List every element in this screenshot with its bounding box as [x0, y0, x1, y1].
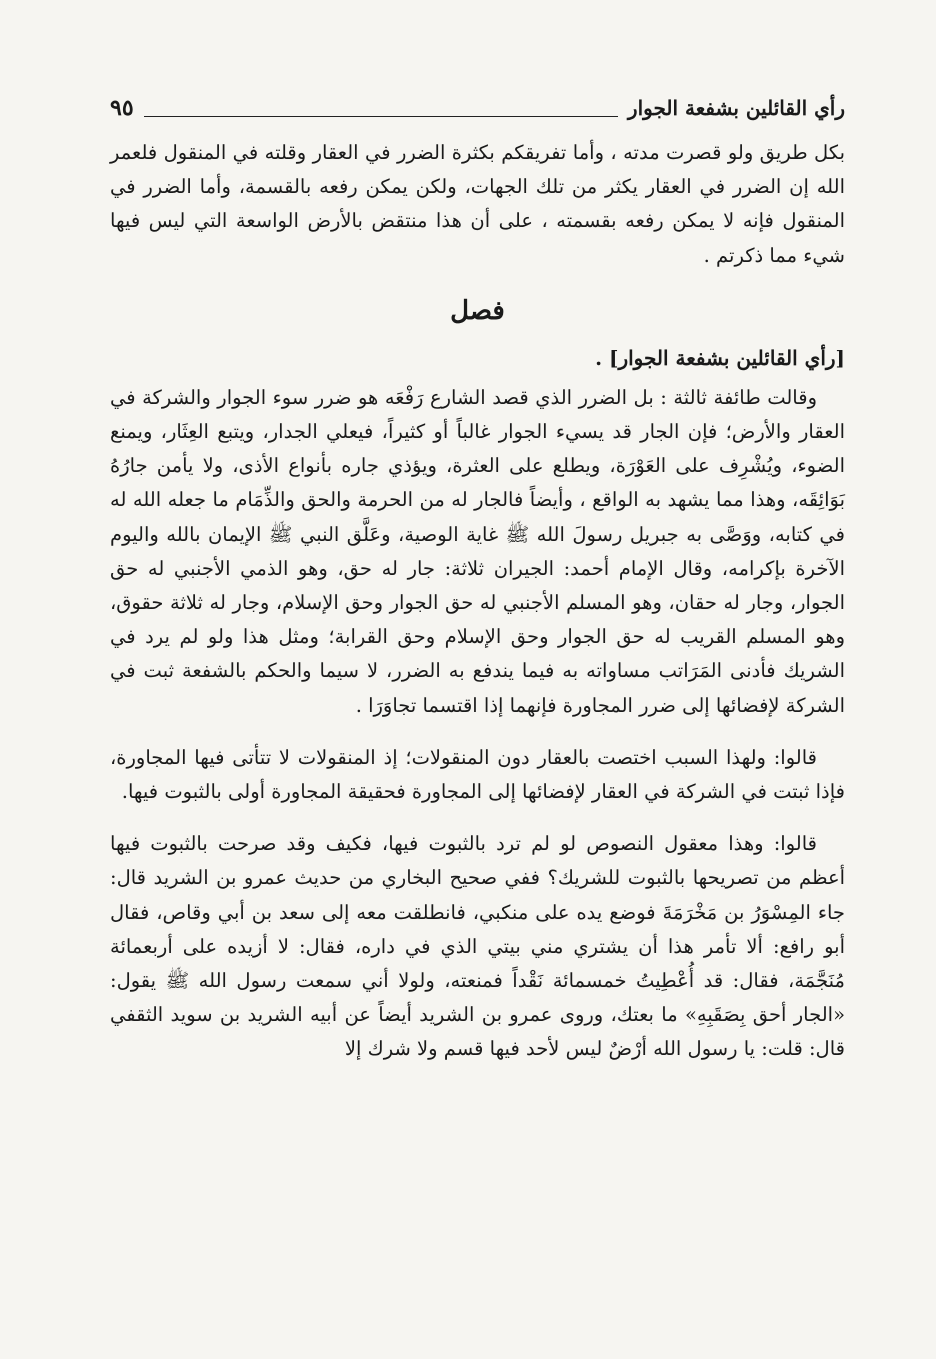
running-title: رأي القائلين بشفعة الجوار — [627, 96, 845, 120]
paragraph: وقالت طائفة ثالثة : بل الضرر الذي قصد الشارع رَفْعَه هو ضرر سوء الجوار والشركة في العقار والأرض؛ فإن الجار قد يسيء الجوار غالباً أو كثيراً، فيعلي الجدار، ويتبع العِثَار، ويمنع الضوء، ويُشْرِف على العَوْرَة، ويطلع على العثرة، ويؤذي جاره بأنواع الأذى، ولا يأمن جارُهُ بَوَائِقَه، وهذا مما يشهد به الواقع ، وأيضاً فالجار له من الحرمة والحق والذِّمَام ما جعله الله له في كتابه، ووَصَّى به جبريل رسولَ الله ﷺ غاية الوصية، وعَلَّق النبي ﷺ الإيمان بالله واليوم الآخرة بإكرامه، وقال الإمام أحمد: الجيران ثلاثة: جار له حق، وهو الذمي الأجنبي له حق الجوار، وجار له حقان، وهو المسلم الأجنبي له حق الجوار وحق الإسلام، وجار له ثلاثة حقوق، وهو المسلم القريب له حق الجوار وحق الإسلام وحق القرابة؛ ومثل هذا ولو لم يرد في الشريك فأدنى المَرَاتب مساواته به فيما يندفع به الضرر، لا سيما والحكم بالشفعة ثبت في الشركة لإفضائها إلى ضرر المجاورة فإنهما إذا اقتسما تجاوَرَا . — [110, 385, 845, 717]
header-rule — [144, 116, 618, 117]
section-title: فصل — [450, 295, 505, 326]
page-number: ٩٥ — [110, 95, 134, 121]
document-page — [110, 80, 845, 1085]
paragraph: قالوا: وهذا معقول النصوص لو لم ترد بالثبوت فيها، فكيف وقد صرحت بالثبوت فيها أعظم من تصريحها بالثبوت للشريك؟ ففي صحيح البخاري من حديث عمرو بن الشريد قال: جاء المِسْوَرُ بن مَخْرَمَةَ فوضع يده على منكبي، فانطلقت معه إلى سعد بن أبي وقاص، فقال أبو رافع: ألا تأمر هذا أن يشتري مني بيتي الذي في داره، فقال: لا أزيده على أربعمائة مُنَجَّمَة، فقال: قد أُعْطِيتُ خمسمائة نَقْداً فمنعته، ولولا أني سمعت رسول الله ﷺ يقول: «الجار أحق بِصَقَبِهِ» ما بعتك، وروى عمرو بن الشريد أيضاً عن أبيه الشريد بن سويد الثقفي قال: قلت: يا رسول الله أرْضٌ ليس لأحد فيها قسم ولا شرك إلا — [110, 832, 845, 1061]
page-header — [110, 80, 845, 136]
paragraph-continuation: بكل طريق ولو قصرت مدته ، وأما تفريقكم بكثرة الضرر في العقار وقلته في المنقول فلعمر الله إن الضرر في العقار يكثر من تلك الجهات، ولكن يمكن رفعه بالقسمة، وأما الضرر في المنقول فإنه لا يمكن رفعه بقسمته ، على أن هذا منتقض بالأرض الواسعة التي ليس فيها شيء مما ذكرتم . — [110, 141, 845, 267]
section-subtitle: [رأي القائلين بشفعة الجوار] . — [595, 345, 845, 370]
paragraph: قالوا: ولهذا السبب اختصت بالعقار دون المنقولات؛ إذ المنقولات لا تتأتى فيها المجاورة، فإذا ثبتت في الشركة في العقار لإفضائها إلى المجاورة فحقيقة المجاورة أولى بالثبوت فيها. — [110, 745, 845, 804]
